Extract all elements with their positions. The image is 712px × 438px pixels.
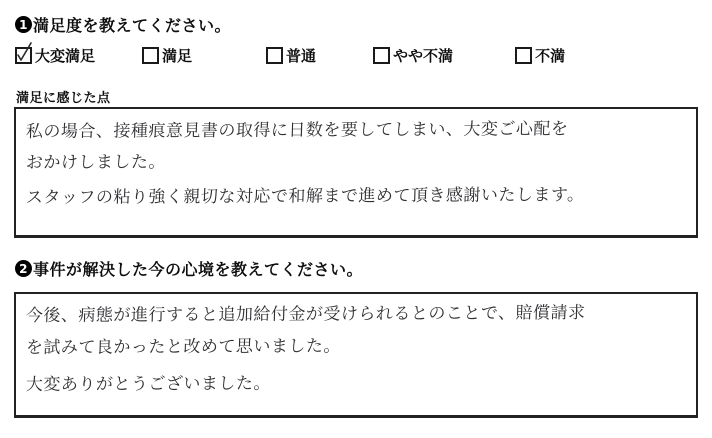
- question-2-header: [15, 257, 363, 280]
- option-label-neutral: 普通: [286, 47, 317, 65]
- checkbox-slightly-dissatisfied[interactable]: [373, 47, 390, 64]
- handwritten-line: スタッフの粘り強く親切な対応で和解まで進めて頂き感謝いたします。: [25, 185, 585, 209]
- question-1-title: 満足度を教えてください。: [33, 16, 232, 35]
- checkbox-dissatisfied[interactable]: [515, 47, 532, 64]
- checkbox-satisfied[interactable]: [142, 47, 159, 64]
- handwritten-line: 今後、病態が進行すると追加給付金が受けられるとのことで、賠償請求: [25, 303, 586, 327]
- handwritten-line: 大変ありがとうございました。: [25, 373, 272, 396]
- option-label-dissatisfied: 不満: [535, 47, 566, 65]
- question-2-number-badge: 2: [15, 260, 32, 277]
- option-neutral[interactable]: [266, 45, 316, 66]
- option-slightly-dissatisfied[interactable]: [373, 45, 453, 66]
- satisfied-points-label: 満足に感じた点: [16, 91, 111, 106]
- option-label-satisfied: 満足: [162, 47, 193, 65]
- current-feelings-comment-box: [14, 292, 698, 418]
- option-label-very-satisfied: 大変満足: [35, 47, 96, 65]
- checkbox-neutral[interactable]: [266, 47, 283, 64]
- option-dissatisfied[interactable]: [515, 45, 565, 66]
- question-2-title: 事件が解決した今の心境を教えてください。: [33, 260, 364, 279]
- satisfied-points-comment-box: [14, 107, 698, 238]
- handwritten-line: 私の場合、接種痕意見書の取得に日数を要してしまい、大変ご心配を: [25, 119, 569, 143]
- question-1-number-badge: 1: [15, 16, 32, 33]
- option-satisfied[interactable]: [142, 45, 192, 66]
- handwritten-line: おかけしました。: [25, 152, 167, 174]
- checkbox-very-satisfied-checked[interactable]: [15, 47, 32, 64]
- satisfaction-options-row: [15, 45, 565, 66]
- question-1-header: [15, 13, 231, 36]
- option-label-slightly-dissatisfied: やや不満: [393, 47, 454, 65]
- handwritten-checkmark-icon: [15, 47, 32, 64]
- handwritten-line: を試みて良かったと改めて思いました。: [25, 336, 342, 359]
- option-very-satisfied[interactable]: [15, 45, 95, 66]
